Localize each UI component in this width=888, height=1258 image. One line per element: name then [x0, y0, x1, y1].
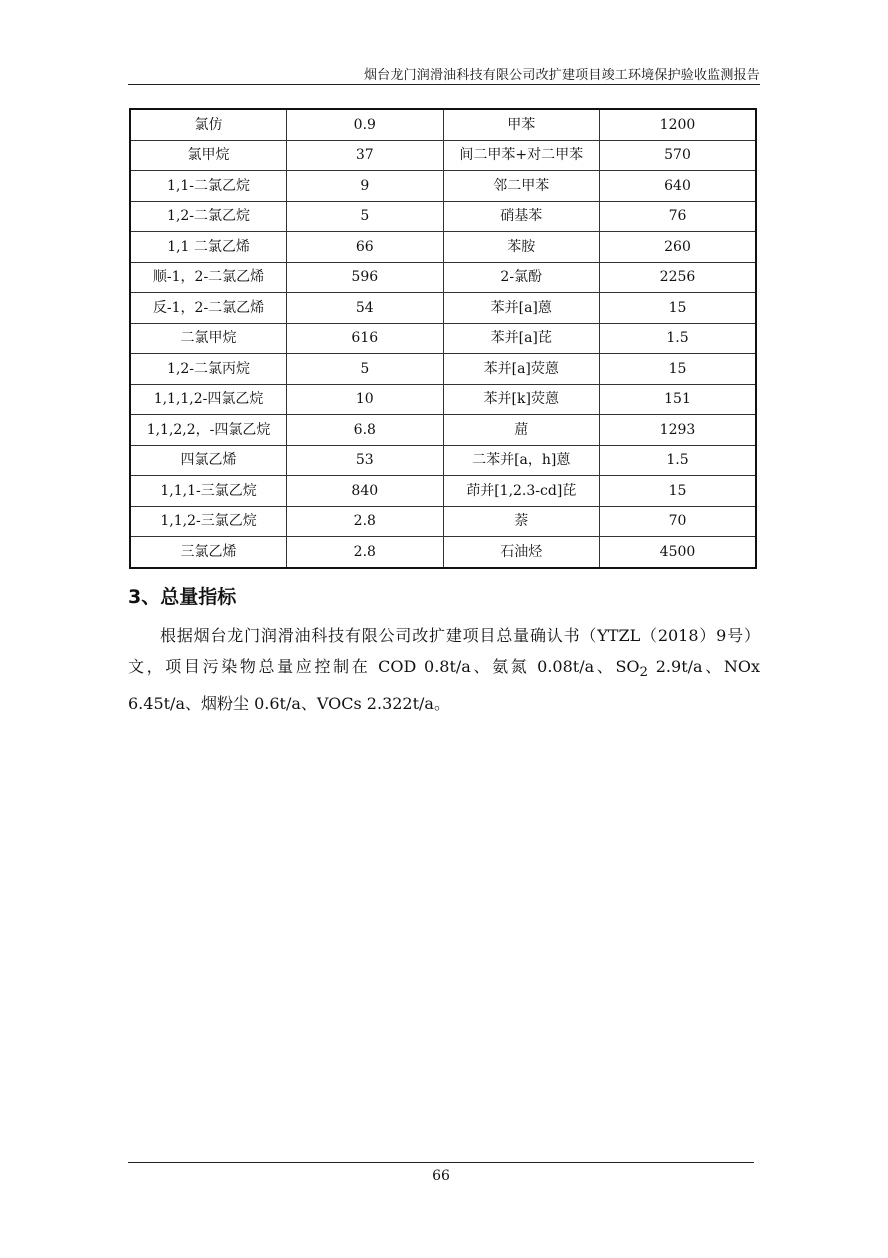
limit-value-cell: 640 [600, 171, 757, 202]
limit-value-cell: 5 [287, 201, 443, 232]
pollutant-name-cell: 硝基苯 [443, 201, 600, 232]
page-number: 66 [432, 1168, 450, 1184]
table-row [130, 171, 756, 202]
pollutant-name-cell: 邻二甲苯 [443, 171, 600, 202]
limit-value-cell: 1200 [600, 109, 757, 140]
table-row [130, 140, 756, 171]
limit-value-cell: 15 [600, 293, 757, 324]
pollutant-name-cell: 三氯乙烯 [130, 537, 287, 568]
limit-value-cell: 596 [287, 262, 443, 293]
footer-divider [128, 1162, 754, 1163]
pollutant-name-cell: 二氯甲烷 [130, 323, 287, 354]
pollutant-name-cell: 反-1，2-二氯乙烯 [130, 293, 287, 324]
table-row [130, 384, 756, 415]
table-row [130, 506, 756, 537]
pollutant-name-cell: 1,1,2-三氯乙烷 [130, 506, 287, 537]
table-row [130, 109, 756, 140]
limit-value-cell: 70 [600, 506, 757, 537]
pollutant-name-cell: 氯仿 [130, 109, 287, 140]
pollutant-name-cell: 苯并[a]蒽 [443, 293, 600, 324]
limit-value-cell: 76 [600, 201, 757, 232]
pollutant-name-cell: 萘 [443, 506, 600, 537]
pollutant-name-cell: 二苯并[a，h]蒽 [443, 445, 600, 476]
limit-value-cell: 2.8 [287, 537, 443, 568]
paragraph-text-part2: 2.9t/a、NOx 6.45t/a、烟粉尘 0.6t/a、VOCs 2.322t/a。 [128, 657, 760, 714]
pollutant-name-cell: 1,2-二氯丙烷 [130, 354, 287, 385]
total-amount-paragraph [128, 620, 760, 719]
pollutant-name-cell: 1,2-二氯乙烷 [130, 201, 287, 232]
pollutant-name-cell: 石油烃 [443, 537, 600, 568]
limit-value-cell: 15 [600, 476, 757, 507]
limit-value-cell: 54 [287, 293, 443, 324]
table-row [130, 262, 756, 293]
pollutant-name-cell: 1,1 二氯乙烯 [130, 232, 287, 263]
pollutant-name-cell: 四氯乙烯 [130, 445, 287, 476]
limit-value-cell: 66 [287, 232, 443, 263]
limit-value-cell: 5 [287, 354, 443, 385]
table-row [130, 445, 756, 476]
table-body [130, 109, 756, 568]
table-row [130, 415, 756, 446]
table-row [130, 323, 756, 354]
table-row [130, 293, 756, 324]
table-row [130, 476, 756, 507]
table-row [130, 201, 756, 232]
pollutant-name-cell: 2-氯酚 [443, 262, 600, 293]
pollutant-name-cell: 1,1,1-三氯乙烷 [130, 476, 287, 507]
limit-value-cell: 1.5 [600, 323, 757, 354]
limit-value-cell: 53 [287, 445, 443, 476]
pollutant-name-cell: 1,1-二氯乙烷 [130, 171, 287, 202]
limit-value-cell: 260 [600, 232, 757, 263]
limit-value-cell: 2256 [600, 262, 757, 293]
pollutant-name-cell: 苯并[a]荧蒽 [443, 354, 600, 385]
so2-subscript: 2 [639, 665, 649, 681]
limit-value-cell: 9 [287, 171, 443, 202]
pollutant-limits-table [129, 108, 757, 569]
header-divider [128, 84, 760, 85]
limit-value-cell: 1293 [600, 415, 757, 446]
table-row [130, 537, 756, 568]
pollutant-name-cell: 顺-1，2-二氯乙烯 [130, 262, 287, 293]
limit-value-cell: 15 [600, 354, 757, 385]
pollutant-name-cell: 苯胺 [443, 232, 600, 263]
pollutant-name-cell: 甲苯 [443, 109, 600, 140]
pollutant-name-cell: 茚并[1,2.3-cd]芘 [443, 476, 600, 507]
limit-value-cell: 1.5 [600, 445, 757, 476]
limit-value-cell: 570 [600, 140, 757, 171]
paragraph-text-part1: 根据烟台龙门润滑油科技有限公司改扩建项目总量确认书（YTZL（2018）9号）文，项目污染物总量应控制在 COD 0.8t/a、氨氮 0.08t/a、SO [128, 626, 760, 676]
pollutant-name-cell: 氯甲烷 [130, 140, 287, 171]
pollutant-name-cell: 苯并[k]荧蒽 [443, 384, 600, 415]
limit-value-cell: 6.8 [287, 415, 443, 446]
limit-value-cell: 2.8 [287, 506, 443, 537]
pollutant-name-cell: 1,1,1,2-四氯乙烷 [130, 384, 287, 415]
limit-value-cell: 151 [600, 384, 757, 415]
limit-value-cell: 616 [287, 323, 443, 354]
pollutant-name-cell: 䓛 [443, 415, 600, 446]
table-row [130, 232, 756, 263]
section-heading: 3、总量指标 [128, 586, 237, 608]
limit-value-cell: 0.9 [287, 109, 443, 140]
table-row [130, 354, 756, 385]
pollutant-name-cell: 间二甲苯+对二甲苯 [443, 140, 600, 171]
limit-value-cell: 37 [287, 140, 443, 171]
limit-value-cell: 4500 [600, 537, 757, 568]
limit-value-cell: 10 [287, 384, 443, 415]
page-header-title: 烟台龙门润滑油科技有限公司改扩建项目竣工环境保护验收监测报告 [363, 68, 760, 83]
pollutant-name-cell: 苯并[a]芘 [443, 323, 600, 354]
limit-value-cell: 840 [287, 476, 443, 507]
pollutant-name-cell: 1,1,2,2，-四氯乙烷 [130, 415, 287, 446]
